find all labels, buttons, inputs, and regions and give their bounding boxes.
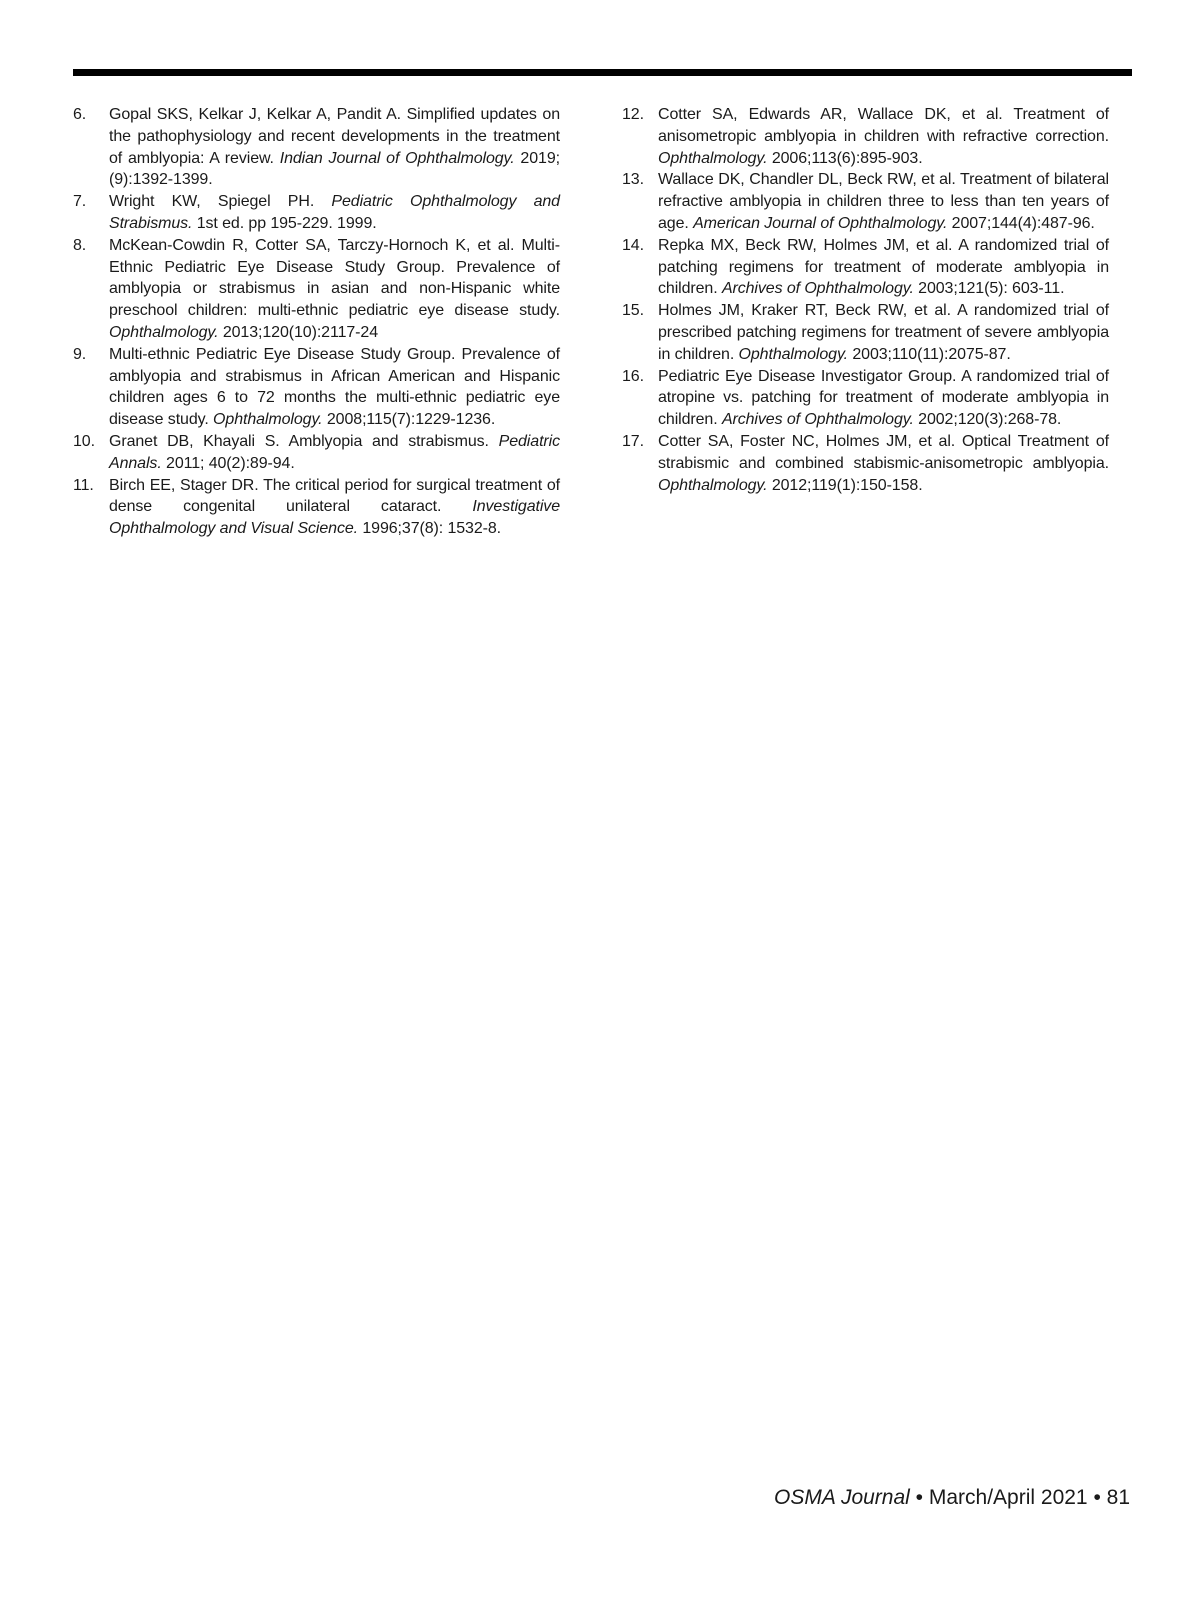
reference-item [622,235,1109,300]
reference-item [622,104,1109,169]
reference-citation: Granet DB, Khayali S. Amblyopia and strabismus. [109,432,499,450]
reference-number: 14. [622,236,644,254]
reference-details: 1st ed. pp 195-229. 1999. [192,214,377,232]
reference-journal: Investigative Ophthalmology and Visual Science. [109,498,560,538]
reference-item [73,431,560,475]
reference-details: 2002;120(3):268-78. [913,411,1062,429]
reference-citation: Birch EE, Stager DR. The critical period for surgical treatment of dense congenital unilateral cataract. [109,476,560,516]
reference-text [658,300,1109,365]
page-footer [774,1485,1130,1511]
reference-journal: Ophthalmology. [213,411,323,429]
reference-journal: Archives of Ophthalmology. [721,411,914,429]
reference-number: 10. [73,432,95,450]
reference-journal: Pediatric Ophthalmology and Strabismus. [109,193,560,232]
reference-item [622,366,1109,431]
reference-citation: Multi-ethnic Pediatric Eye Disease Study Group. Prevalence of amblyopia and strabismus in African American and Hispanic children ages 6 to 72 months the multi-ethnic pediatric eye disease study. [109,345,560,429]
reference-journal: Archives of Ophthalmology. [721,280,914,298]
reference-item [73,235,560,344]
reference-citation: Wright KW, Spiegel PH. [109,193,332,211]
footer-separator: • [1087,1486,1107,1509]
reference-citation: Gopal SKS, Kelkar J, Kelkar A, Pandit A. Simplified updates on the pathophysiology and recent developments in the treatment of amblyopia: A review. [109,106,560,167]
reference-details: 2011; 40(2):89-94. [161,454,295,472]
reference-text [658,431,1109,496]
reference-item [73,191,560,235]
reference-text [658,104,1109,169]
reference-citation: Holmes JM, Kraker RT, Beck RW, et al. A randomized trial of prescribed patching regimens for treatment of severe amblyopia in children. [658,302,1109,363]
reference-item [622,169,1109,234]
reference-details: 2019;(9):1392-1399. [109,149,560,189]
reference-details: 1996;37(8): 1532-8. [358,520,502,538]
page-number: 81 [1106,1486,1130,1509]
reference-number: 7. [73,193,87,211]
reference-number: 15. [622,302,644,320]
references-right-column [622,104,1109,496]
reference-item [622,431,1109,496]
reference-number: 13. [622,171,644,189]
reference-number: 8. [73,236,87,254]
reference-text [109,431,560,475]
reference-details: 2003;110(11):2075-87. [848,345,1011,363]
references-left-column [73,104,560,540]
footer-journal-name: OSMA Journal [774,1486,910,1509]
reference-journal: Indian Journal of Ophthalmology. [279,149,515,167]
footer-issue-date: March/April 2021 [928,1486,1088,1509]
reference-citation: Repka MX, Beck RW, Holmes JM, et al. A randomized trial of patching regimens for treatment of moderate amblyopia in children. [658,236,1109,298]
reference-journal: Ophthalmology. [738,345,849,363]
reference-text [109,344,560,431]
reference-citation: Pediatric Eye Disease Investigator Group. A randomized trial of atropine vs. patching for treatment of moderate amblyopia in children. [658,367,1109,429]
reference-item [622,300,1109,365]
reference-text [109,235,560,344]
reference-number: 9. [73,345,87,363]
reference-journal: Pediatric Annals. [109,432,560,472]
reference-citation: McKean-Cowdin R, Cotter SA, Tarczy-Hornoch K, et al. Multi-Ethnic Pediatric Eye Disease Study Group. Prevalence of amblyopia or strabismus in asian and non-Hispanic white preschool children: multi-ethnic pediatric eye disease study. [109,236,560,320]
reference-journal: Ophthalmology. [658,149,768,167]
reference-number: 6. [73,106,87,123]
reference-details: 2006;113(6):895-903. [767,149,923,167]
reference-number: 11. [73,476,94,494]
reference-details: 2012;119(1):150-158. [767,476,923,494]
reference-citation: Wallace DK, Chandler DL, Beck RW, et al. Treatment of bilateral refractive amblyopia in children three to less than ten years of age. [658,171,1109,232]
reference-item [73,475,560,540]
reference-journal: Ophthalmology. [109,323,219,341]
reference-text [658,366,1109,431]
reference-text [658,169,1109,234]
reference-details: 2008;115(7):1229-1236. [322,411,496,429]
reference-number: 12. [622,106,644,123]
reference-citation: Cotter SA, Foster NC, Holmes JM, et al. Optical Treatment of strabismic and combined stabismic-anisometropic amblyopia. [658,432,1109,472]
reference-item [73,344,560,431]
reference-number: 16. [622,367,644,385]
header-rule [73,69,1132,76]
reference-text [109,475,560,540]
reference-item [73,104,560,191]
reference-text [658,235,1109,300]
reference-journal: Ophthalmology. [658,476,768,494]
reference-details: 2003;121(5): 603-11. [913,280,1065,298]
reference-number: 17. [622,432,644,450]
reference-journal: American Journal of Ophthalmology. [693,214,948,232]
reference-details: 2013;120(10):2117-24 [218,323,378,341]
footer-separator: • [909,1486,929,1509]
reference-text [109,104,560,191]
reference-text [109,191,560,235]
reference-details: 2007;144(4):487-96. [947,214,1095,232]
reference-citation: Cotter SA, Edwards AR, Wallace DK, et al. Treatment of anisometropic amblyopia in children with refractive correction. [658,106,1109,145]
